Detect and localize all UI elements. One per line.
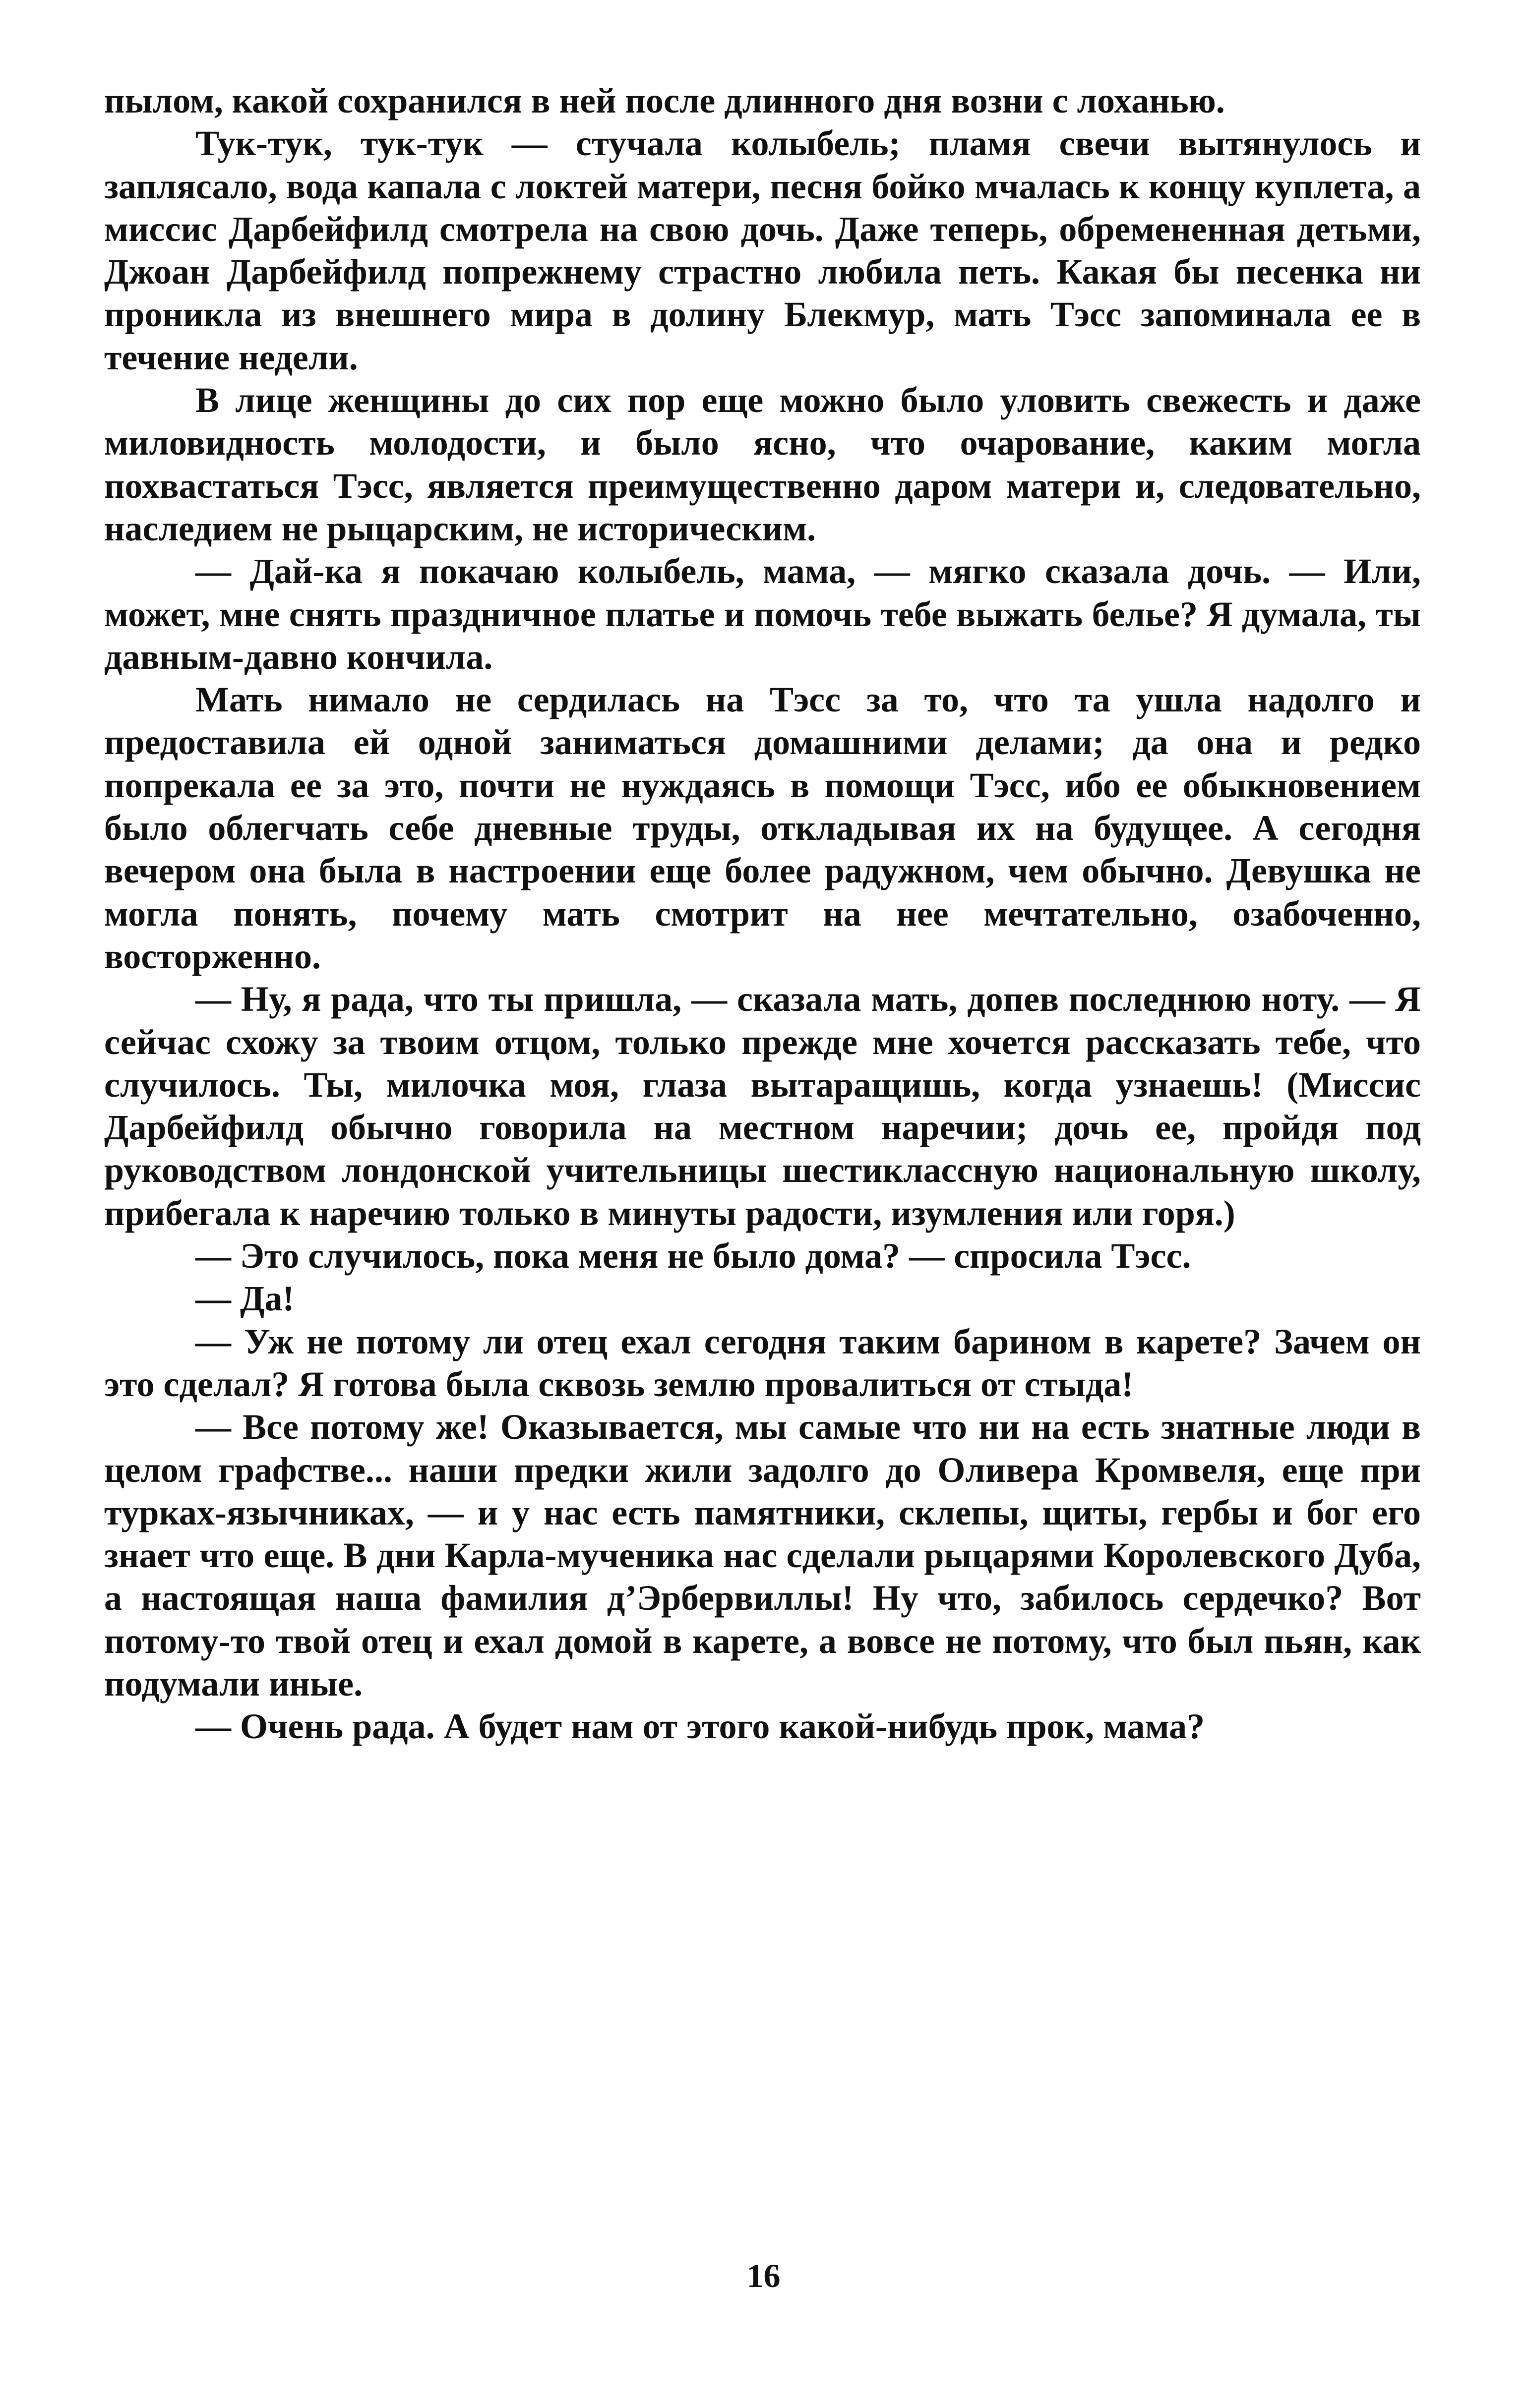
paragraph: Тук-тук, тук-тук — стучала колыбель; пламя свечи вытянулось и заплясало, вода капала с локтей матери, песня бойко мчалась к концу куплета, а миссис Дарбейфилд смотрела на свою дочь. Даже теперь, обремененная детьми, Джоан Дарбейфилд попрежнему страстно любила петь. Какая бы песенка ни проникла из внешнего мира в долину Блекмур, мать Тэсс запоминала ее в течение недели.: [104, 123, 1421, 377]
dialogue-paragraph: — Да!: [195, 1279, 295, 1319]
dialogue-paragraph: — Это случилось, пока меня не было дома? — спросила Тэсс.: [195, 1236, 1191, 1276]
paragraph: В лице женщины до сих пор еще можно было уловить свежесть и даже миловидность молодости, и было ясно, что очарование, каким могла похвастаться Тэсс, является преимущественно даром матери и, следовательно, наследием не рыцарским, не историческим.: [104, 380, 1421, 548]
paragraph-continuation: пылом, какой сохранился в ней после длинного дня возни с лоханью.: [104, 81, 1225, 120]
page-number: 16: [746, 2257, 781, 2294]
dialogue-paragraph: — Уж не потому ли отец ехал сегодня таким барином в карете? Зачем он это сделал? Я готова была сквозь землю провалиться от стыда!: [104, 1321, 1421, 1404]
dialogue-paragraph: — Все потому же! Оказывается, мы самые что ни на есть знатные люди в целом графстве... наши предки жили задолго до Оливера Кромвеля, еще при турках-язычниках, — и у нас есть памятники, склепы, щиты, гербы и бог его знает что еще. В дни Карла-мученика нас сделали рыцарями Королевского Дуба, а настоящая наша фамилия д’Эрбервиллы! Ну что, забилось сердечко? Вот потому-то твой отец и ехал домой в карете, а вовсе не потому, что был пьян, как подумали иные.: [104, 1407, 1421, 1703]
paragraph: Мать нимало не сердилась на Тэсс за то, что та ушла надолго и предоставила ей одной заниматься домашними делами; да она и редко попрекала ее за это, почти не нуждаясь в помощи Тэсс, ибо ее обыкновением было облегчать себе дневные труды, откладывая их на будущее. А сегодня вечером она была в настроении еще более радужном, чем обычно. Девушка не могла понять, почему мать смотрит на нее мечтательно, озабоченно, восторженно.: [104, 680, 1421, 976]
body-text: [104, 79, 1421, 1748]
dialogue-paragraph: — Дай-ка я покачаю колыбель, мама, — мягко сказала дочь. — Или, может, мне снять праздничное платье и помочь тебе выжать белье? Я думала, ты давным-давно кончила.: [104, 551, 1421, 677]
dialogue-paragraph: — Ну, я рада, что ты пришла, — сказала мать, допев последнюю ноту. — Я сейчас схожу за твоим отцом, только прежде мне хочется рассказать тебе, что случилось. Ты, милочка моя, глаза вытаращишь, когда узнаешь! (Миссис Дарбейфилд обычно говорила на местном наречии; дочь ее, пройдя под руководством лондонской учительницы шестиклассную национальную школу, прибегала к наречию только в минуты радости, изумления или горя.): [104, 979, 1421, 1233]
dialogue-paragraph: — Очень рада. А будет нам от этого какой-нибудь прок, мама?: [195, 1706, 1205, 1747]
